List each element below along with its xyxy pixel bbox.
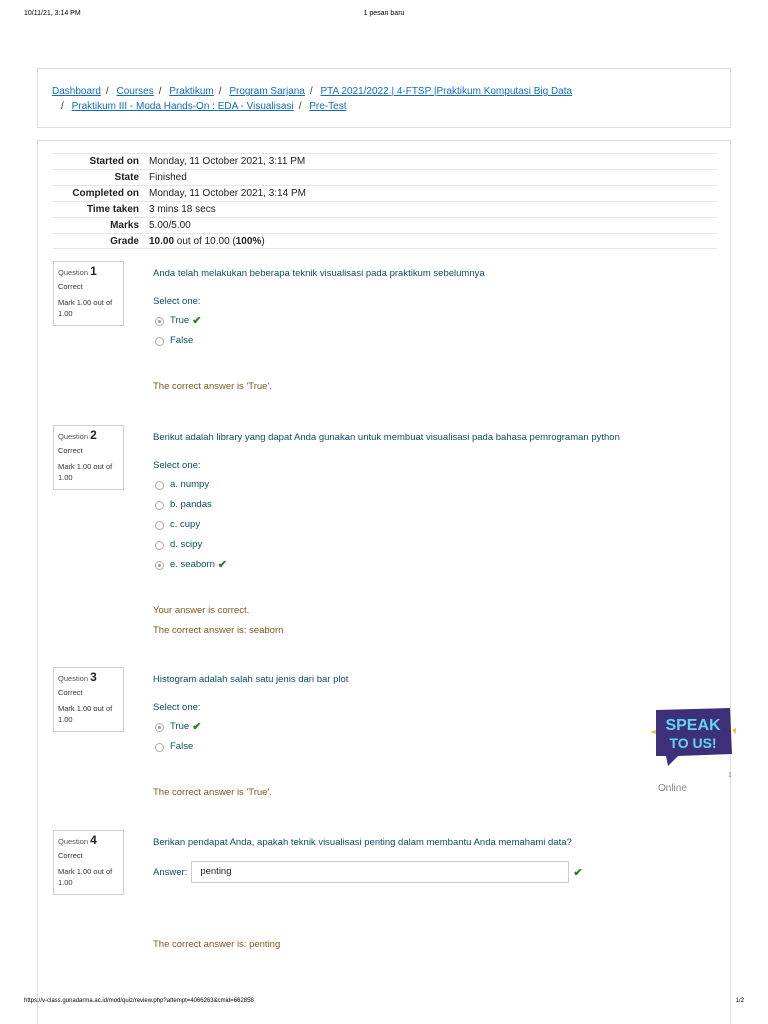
svg-text:SPEAK: SPEAK	[665, 717, 721, 734]
question-content	[153, 425, 713, 641]
breadcrumb-course[interactable]: PTA 2021/2022 | 4-FTSP |Praktikum Komputasi Big Data	[320, 86, 573, 97]
check-icon: ✔	[192, 721, 202, 733]
radio-button[interactable]	[155, 541, 164, 550]
option-true[interactable]: True ✔	[153, 311, 713, 331]
radio-button[interactable]	[155, 317, 164, 326]
question-text: Berikut adalah library yang dapat Anda gunakan untuk membuat visualisasi pada bahasa pemrograman python	[153, 432, 620, 443]
breadcrumb-section[interactable]: Praktikum III - Moda Hands-On : EDA - Visualisasi	[71, 101, 294, 112]
question-info: Question 2 Correct Mark 1.00 out of 1.00	[53, 425, 124, 490]
option-c[interactable]: c. cupy	[153, 515, 713, 535]
feedback: The correct answer is 'True'.	[153, 381, 272, 392]
breadcrumb-pretest[interactable]: Pre-Test	[309, 101, 347, 112]
print-page-number: 1/2	[735, 998, 744, 1004]
question-text: Histogram adalah salah satu jenis dari bar plot	[153, 674, 349, 685]
question-text: Berikan pendapat Anda, apakah teknik visualisasi penting dalam membantu Anda memahami data?	[153, 837, 572, 848]
select-prompt: Select one:	[153, 702, 201, 713]
select-prompt: Select one:	[153, 460, 201, 471]
radio-button[interactable]	[155, 743, 164, 752]
answer-options	[153, 717, 713, 757]
breadcrumb: Dashboard / Courses / Praktikum / Program Sarjana / PTA 2021/2022 | 4-FTSP |Praktikum Komputasi Big Data / Praktikum III - Moda Hands-On : EDA - Visualisasi / Pre-Test	[37, 68, 731, 128]
answer-options	[153, 311, 713, 351]
summary-row-state: State Finished	[53, 169, 717, 185]
answer-options	[153, 475, 713, 575]
question-3	[53, 667, 717, 807]
option-true[interactable]: True ✔	[153, 717, 713, 737]
answer-row	[153, 861, 713, 883]
question-info: Question 1 Correct Mark 1.00 out of 1.00	[53, 261, 124, 326]
option-false[interactable]: False	[153, 331, 713, 351]
answer-input[interactable]: penting	[191, 861, 569, 883]
breadcrumb-dashboard[interactable]: Dashboard	[52, 86, 101, 97]
check-icon: ✔	[217, 559, 228, 571]
question-4	[53, 830, 717, 970]
online-status: Online	[658, 783, 687, 794]
question-content	[153, 830, 713, 955]
print-footer	[24, 998, 744, 1010]
question-2	[53, 425, 717, 645]
breadcrumb-courses[interactable]: Courses	[116, 86, 154, 97]
radio-button[interactable]	[155, 561, 164, 570]
speak-to-us-logo	[648, 706, 736, 768]
summary-row-completed: Completed on Monday, 11 October 2021, 3:14 PM	[53, 185, 717, 201]
radio-button[interactable]	[155, 481, 164, 490]
print-date: 10/11/21, 3:14 PM	[24, 10, 81, 17]
radio-button[interactable]	[155, 337, 164, 346]
answer-label: Answer:	[153, 866, 188, 878]
attempt-summary	[53, 153, 717, 249]
online-count: 1	[728, 772, 732, 779]
summary-row-grade: Grade 10.00 out of 10.00 (100%)	[53, 233, 717, 249]
question-1	[53, 261, 717, 401]
question-content	[153, 667, 713, 803]
print-header	[24, 10, 744, 22]
feedback: The correct answer is 'True'.	[153, 787, 272, 798]
radio-button[interactable]	[155, 723, 164, 732]
radio-button[interactable]	[155, 521, 164, 530]
question-content	[153, 261, 713, 397]
svg-text:TO US!: TO US!	[669, 735, 717, 751]
question-text: Anda telah melakukan beberapa teknik visualisasi pada praktikum sebelumnya	[153, 268, 485, 279]
summary-row-time: Time taken 3 mins 18 secs	[53, 201, 717, 217]
option-a[interactable]: a. numpy	[153, 475, 713, 495]
check-icon: ✔	[573, 866, 583, 879]
summary-row-started: Started on Monday, 11 October 2021, 3:11 PM	[53, 153, 717, 169]
select-prompt: Select one:	[153, 296, 201, 307]
check-icon: ✔	[192, 315, 202, 327]
question-info: Question 4 Correct Mark 1.00 out of 1.00	[53, 830, 124, 895]
question-info: Question 3 Correct Mark 1.00 out of 1.00	[53, 667, 124, 732]
breadcrumb-program-sarjana[interactable]: Program Sarjana	[229, 86, 305, 97]
speak-to-us-badge[interactable]	[648, 706, 736, 768]
option-d[interactable]: d. scipy	[153, 535, 713, 555]
radio-button[interactable]	[155, 501, 164, 510]
feedback: Your answer is correct. The correct answer is: seaborn	[153, 605, 284, 636]
feedback: The correct answer is: penting	[153, 939, 281, 950]
option-b[interactable]: b. pandas	[153, 495, 713, 515]
print-url: https://v-class.gunadarma.ac.id/mod/quiz/review.php?attempt=4066263&cmid=662858	[24, 998, 254, 1004]
print-title: 1 pesan baru	[363, 10, 405, 17]
option-e[interactable]: e. seaborn ✔	[153, 555, 713, 575]
breadcrumb-praktikum[interactable]: Praktikum	[169, 86, 214, 97]
grade-value: 10.00 out of 10.00 (100%)	[149, 236, 265, 247]
summary-row-marks: Marks 5.00/5.00	[53, 217, 717, 233]
quiz-review	[37, 140, 731, 1024]
option-false[interactable]: False	[153, 737, 713, 757]
